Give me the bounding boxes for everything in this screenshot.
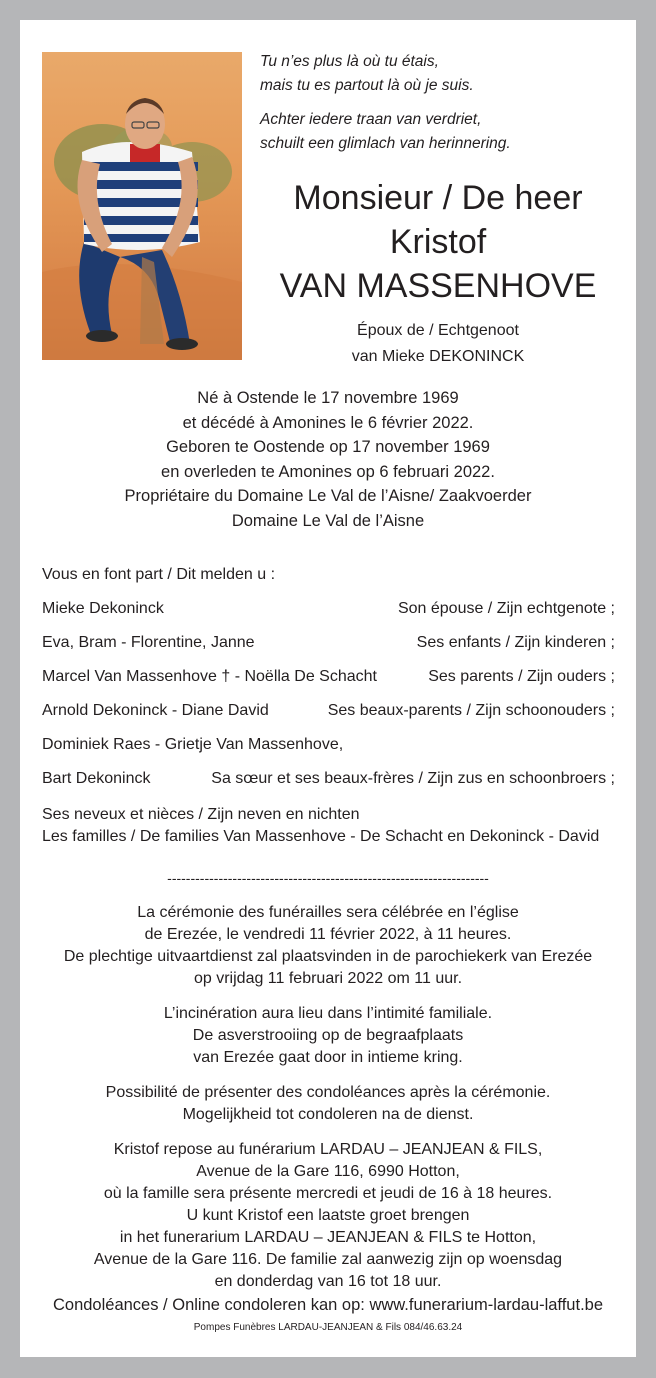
bio-line: Geboren te Oostende op 17 november 1969	[166, 438, 490, 456]
extended-family-line: Les familles / De families Van Massenhove - De Schacht en Dekoninck - David	[42, 828, 600, 845]
family-names: Bart Dekoninck	[42, 770, 151, 787]
text-line: U kunt Kristof een laatste groet brengen	[186, 1207, 470, 1224]
funeral-home-footer: Pompes Funèbres LARDAU-JEANJEAN & Fils 084/46.63.24	[193, 1322, 463, 1333]
biography	[20, 386, 636, 533]
family-row	[42, 598, 615, 632]
text-line: De asverstrooiing op de begraafplaats	[192, 1027, 464, 1044]
text-line: op vrijdag 11 februari 2022 om 11 uur.	[193, 970, 463, 987]
family-names: Mieke Dekoninck	[42, 600, 164, 617]
bio-line: et décédé à Amonines le 6 février 2022.	[182, 413, 474, 432]
text-line: Mogelijkheid tot condoleren na de dienst.	[182, 1106, 474, 1123]
text-line: Avenue de la Gare 116. De familie zal aanwezig zijn op woensdag	[93, 1251, 563, 1268]
spouse-line: Époux de / Echtgenoot van Mieke DEKONINCK	[351, 322, 525, 365]
family-row	[42, 666, 615, 700]
extended-family-line: Ses neveux et nièces / Zijn neven en nichten	[42, 806, 360, 823]
cremation-paragraph	[20, 1003, 636, 1069]
bio-line: Né à Ostende le 17 novembre 1969	[197, 389, 459, 407]
condolence-paragraph	[20, 1082, 636, 1126]
text-line: Avenue de la Gare 116, 6990 Hotton,	[196, 1163, 460, 1180]
bio-line: Domaine Le Val de l’Aisne	[231, 511, 425, 530]
text-line: Possibilité de présenter des condoléances après la cérémonie.	[105, 1084, 551, 1101]
online-condolences: Condoléances / Online condoleren kan op: www.funerarium-lardau-laffut.be	[52, 1296, 604, 1314]
portrait-image	[42, 52, 242, 360]
family-relation: Ses parents / Zijn ouders ;	[428, 668, 615, 685]
text-line: en donderdag van 16 tot 18 uur.	[214, 1273, 442, 1290]
family-row	[42, 632, 615, 666]
dashed-divider: ---------------------------------------------------------------------	[167, 870, 489, 886]
bio-line: en overleden te Amonines op 6 februari 2022.	[161, 462, 495, 481]
funeral-paragraph	[20, 902, 636, 990]
text-line: in het funerarium LARDAU – JEANJEAN & FILS te Hotton,	[119, 1229, 537, 1246]
obituary-card	[20, 20, 636, 1357]
bio-line: Propriétaire du Domaine Le Val de l’Aisne/ Zaakvoerder	[124, 487, 532, 505]
first-name: Kristof	[389, 223, 487, 261]
text-line: où la famille sera présente mercredi et jeudi de 16 à 18 heures.	[103, 1185, 553, 1202]
family-row	[42, 700, 615, 734]
text-line: Kristof repose au funérarium LARDAU – JEANJEAN & FILS,	[113, 1141, 543, 1158]
text-line: de Erezée, le vendredi 11 février 2022, à 11 heures.	[144, 926, 512, 943]
family-names: Marcel Van Massenhove † - Noëlla De Schacht	[42, 668, 377, 685]
announcement-heading: Vous en font part / Dit melden u :	[42, 566, 276, 583]
family-relation: Sa sœur et ses beaux-frères / Zijn zus en schoonbroers ;	[211, 770, 615, 787]
family-names: Dominiek Raes - Grietje Van Massenhove,	[42, 736, 344, 753]
quote-french: Tu n’es plus là où tu étais, mais tu es partout là où je suis.	[260, 53, 474, 94]
portrait-photo	[42, 52, 242, 360]
extended-family	[42, 804, 599, 848]
text-line: De plechtige uitvaartdienst zal plaatsvinden in de parochiekerk van Erezée	[63, 948, 593, 965]
family-list	[42, 598, 615, 802]
honorific-title: Monsieur / De heer	[293, 179, 583, 217]
text-line: La cérémonie des funérailles sera célébrée en l’église	[137, 904, 519, 921]
family-relation: Ses beaux-parents / Zijn schoonouders ;	[327, 702, 615, 719]
family-relation: Son épouse / Zijn echtgenote ;	[397, 600, 615, 617]
ceremony-details	[20, 902, 636, 1306]
family-row	[42, 768, 615, 802]
last-name: VAN MASSENHOVE	[279, 267, 597, 305]
family-relation: Ses enfants / Zijn kinderen ;	[416, 634, 615, 651]
family-names: Eva, Bram - Florentine, Janne	[42, 634, 255, 651]
family-row	[42, 734, 615, 768]
visitation-paragraph	[20, 1139, 636, 1293]
quote-dutch: Achter iedere traan van verdriet, schuilt een glimlach van herinnering.	[260, 111, 511, 152]
text-line: van Erezée gaat door in intieme kring.	[193, 1049, 463, 1066]
deceased-name	[252, 176, 624, 308]
text-line: L’incinération aura lieu dans l’intimité familiale.	[163, 1005, 493, 1022]
family-names: Arnold Dekoninck - Diane David	[42, 702, 269, 719]
